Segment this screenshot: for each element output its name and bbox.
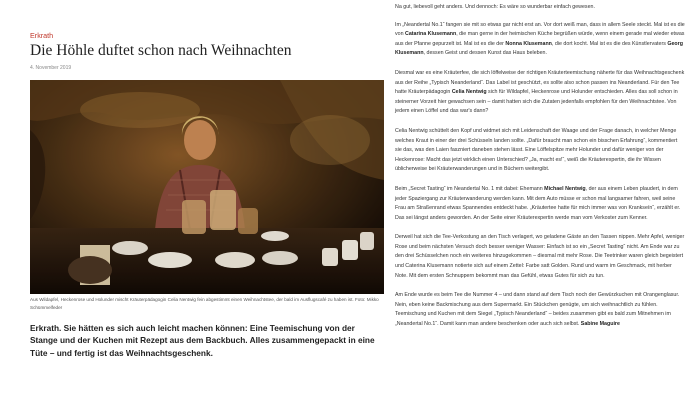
person-name: Georg Klusemann <box>395 40 683 57</box>
person-name: Nonna Klusemann <box>505 40 552 47</box>
body-text: , die man gerne in der heimischen Küche begrüßen würde, wenn einem gerade mal wieder etwas aus der Pfanne gepurzelt ist. Mal ist es die der <box>395 31 685 47</box>
body-paragraph <box>395 185 685 223</box>
article-body <box>395 3 685 330</box>
person-name: Michael Nentwig <box>544 185 586 192</box>
photo-caption: Aus Wildapfel, Heckenrose und Holunder mischt Kräuterpädagogin Celia Nentwig fein abgestimmt einen Weihnachtstee, der bald im Ausflugscafé zu haben ist. Foto: Mikko Schümmelfeder <box>30 297 379 310</box>
body-text: Diesmal war es eine Kräuterfee, die sich löffelweise der richtigen Kräuterteemischung näherte für das Weihnachtsgeschenk aus der Reihe „Typisch Neanderland“. Das Label ist geschützt, es sollte also schon passen ins Neanderland. Für den Tee hatte Kräuterpädagogin <box>395 69 685 96</box>
body-text: , der aus einem Leben plaudert, in dem jeder Spaziergang zur Kräuterwanderung werden kann. Mit dem Auto müsse er schon mal langsamer fahren, weil seine Frau am Straßenrand etwas Spannendes entdeckt habe. „Kräutertee hatte für mich immer was von Krankseín“, erzählt er. Das sei längst anders geworden. An der Seite einer Kräuterexpertin werde man vom Verkoster zum Kenner. <box>395 185 681 221</box>
body-paragraph <box>395 69 685 117</box>
body-paragraph <box>395 3 685 13</box>
body-paragraph <box>395 233 685 281</box>
body-paragraph <box>395 291 685 329</box>
article-lead: Erkrath. Sie hätten es sich auch leicht machen können: Eine Teemischung von der Stange und der Kuchen mit Rezept aus dem Backbuch. Alles zusammengepackt in eine Tüte – und fertig ist das Weihnachtsgeschenk. <box>30 323 375 358</box>
article-date: 4. November 2019 <box>30 65 72 71</box>
body-text: Beim „Secret Tasting“ im Neandertal No. 1 mit dabei: Ehemann <box>395 185 545 192</box>
body-paragraph <box>395 127 685 175</box>
body-text: Celia Nentwig schüttelt den Kopf und widmet sich mit Leidenschaft der Waage und der Frage danach, in welcher Menge welches Kraut in einer der drei Schüsseln landen sollte. „Dafür braucht man schon ein bisschen Erfahrung“, kommentiert sie das, was den Laien faszniert daneben stehen lässt. Eine Löffelspitze mehr Holunder und dafür weniger von der Heckenrose: Macht das jetzt wirklich einen Unterschied? „Ja, macht es!“, weiß die Kräuterexpertin, die ihr Wissen üblicherweise bei Kräuterwanderungen und in Büchern weitergibt. <box>395 127 678 173</box>
author-name: Sabine Maguire <box>580 321 620 328</box>
body-text: , dessen Geist und dessen Kunst das Haus beleben. <box>423 50 547 57</box>
article-kicker[interactable]: Erkrath <box>30 31 54 40</box>
body-paragraph <box>395 21 685 59</box>
body-text: Am Ende wurde es beim Tee die Nummer 4 – und dann stand auf dem Tisch noch der Gewürzkuchen mit Orangenglasur. Nein, eben keine Backmischung aus dem Supermarkt. Ein Stückchen genügte, um sich weihnachtlich zu fühlen. Teemischung und Kuchen mit dem Siegel „Typisch Neanderland“ – beides zusammen gibt es bald zum Mitnehmen im „Neandertal No.1“. Damit kann man andere beschenken oder auch sich selbst. <box>395 292 680 328</box>
body-text: , die dort kocht. Mal ist es die des Künstlervaters <box>551 40 668 47</box>
article-title: Die Höhle duftet schon nach Weihnachten <box>30 42 292 59</box>
person-name: Celia Nentwig <box>451 89 487 96</box>
body-text: Im „Neandertal No.1“ fangen sie mit so etwas gar nicht erst an. Vor dort weiß man, dass in allem Seele steckt. Mal ist es die von <box>395 21 685 38</box>
article-photo <box>30 80 384 294</box>
left-column <box>30 0 384 400</box>
body-text: Derweil hat sich die Tee-Verkostung an den Tisch verlagert, wo geladene Gäste an den Tassen nippen. Mehr Apfel, weniger Rose und beim nächsten Versuch doch besser weniger Wasser: Einfach ist so ein „Secret Tasting“ nicht. Am Ende war zu den drei Schüsselchen noch ein weiteres hinzugekommen – diesmal mit mehr Rose. Die Teetrinker waren gleich begeistert und Caterina Klusemann notierte sich auf einem Zettel: Farbe satt Golden. Rund und warm im Geschmack, mit herber Note. Mit dem ersten Schnuppern bekommt man das Gefühl, etwas Gutes für sich zu tun. <box>395 234 685 279</box>
person-name: Catarina Klusemann <box>405 31 457 38</box>
body-text: Na gut, liebevoll geht anders. Und dennoch: Es wäre so wunderbar einfach gewesen. <box>395 4 595 10</box>
body-text: sich für Wildapfel, Heckenrose und Holunder entschieden. Alles das soll schon in steinerner Vorzeit hier gewachsen sein – damit hatten sich die Zutaten jedenfalls empfohlen für den Weihnachtstee. Von jedem einen Löffel und das war's dann? <box>395 89 678 115</box>
